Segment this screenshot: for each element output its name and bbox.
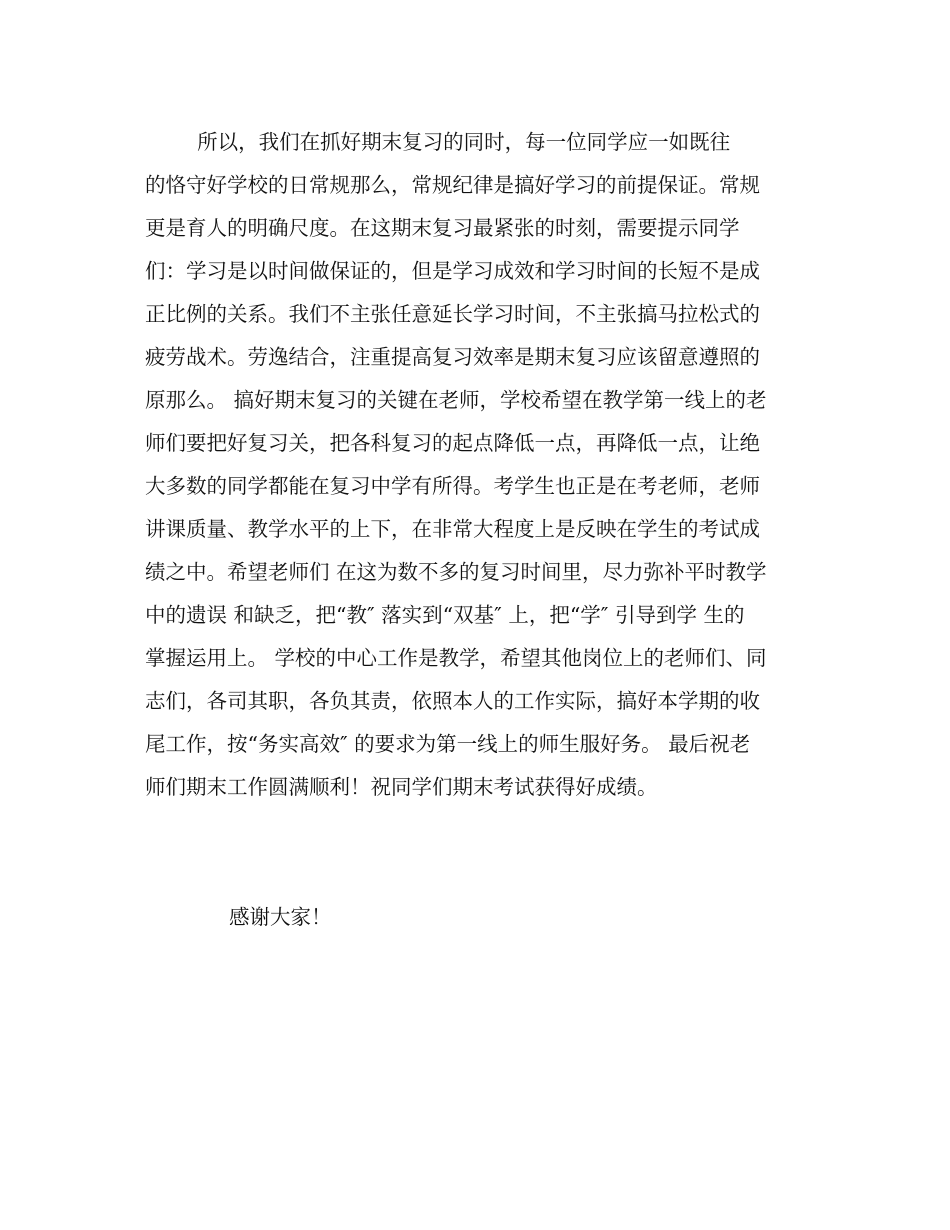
text-line-5: 正比例的关系。我们不主张任意延长学习时间，不主张搞马拉松式的 (145, 302, 760, 326)
text-line-2: 的恪守好学校的日常规那么，常规纪律是搞好学习的前提保证。常规 (145, 173, 760, 197)
text-line-16: 师们期末工作圆满顺利！祝同学们期末考试获得好成绩。 (145, 775, 658, 799)
text-line-1: 所以，我们在抓好期末复习的同时，每一位同学应一如既往 (145, 130, 731, 154)
text-line-3: 更是育人的明确尺度。在这期末复习最紧张的时刻，需要提示同学 (145, 216, 740, 240)
text-line-9: 大多数的同学都能在复习中学有所得。考学生也正是在考老师，老师 (145, 474, 760, 498)
text-line-7: 原那么。 搞好期末复习的关键在老师，学校希望在教学第一线上的老 (145, 388, 767, 412)
text-line-6: 疲劳战术。劳逸结合，注重提高复习效率是期末复习应该留意遵照的 (145, 345, 760, 369)
text-line-10: 讲课质量、教学水平的上下，在非常大程度上是反映在学生的考试成 (145, 517, 760, 541)
text-line-8: 师们要把好复习关，把各科复习的起点降低一点，再降低一点，让绝 (145, 431, 760, 455)
text-line-15: 尾工作，按“务实高效″ 的要求为第一线上的师生服好务。 最后祝老 (145, 732, 751, 756)
body-paragraph (145, 121, 810, 809)
text-line-11: 绩之中。希望老师们 在这为数不多的复习时间里，尽力弥补平时教学 (145, 560, 767, 584)
closing-line: 感谢大家！ (229, 905, 332, 929)
text-line-14: 志们，各司其职，各负其责，依照本人的工作实际，搞好本学期的收 (145, 689, 760, 713)
text-line-13: 掌握运用上。 学校的中心工作是教学，希望其他岗位上的老师们、同 (145, 646, 767, 670)
text-line-4: 们：学习是以时间做保证的，但是学习成效和学习时间的长短不是成 (145, 259, 760, 283)
text-line-12: 中的遗误 和缺乏，把“教″ 落实到“双基″ 上，把“学″ 引导到学 生的 (145, 603, 745, 627)
